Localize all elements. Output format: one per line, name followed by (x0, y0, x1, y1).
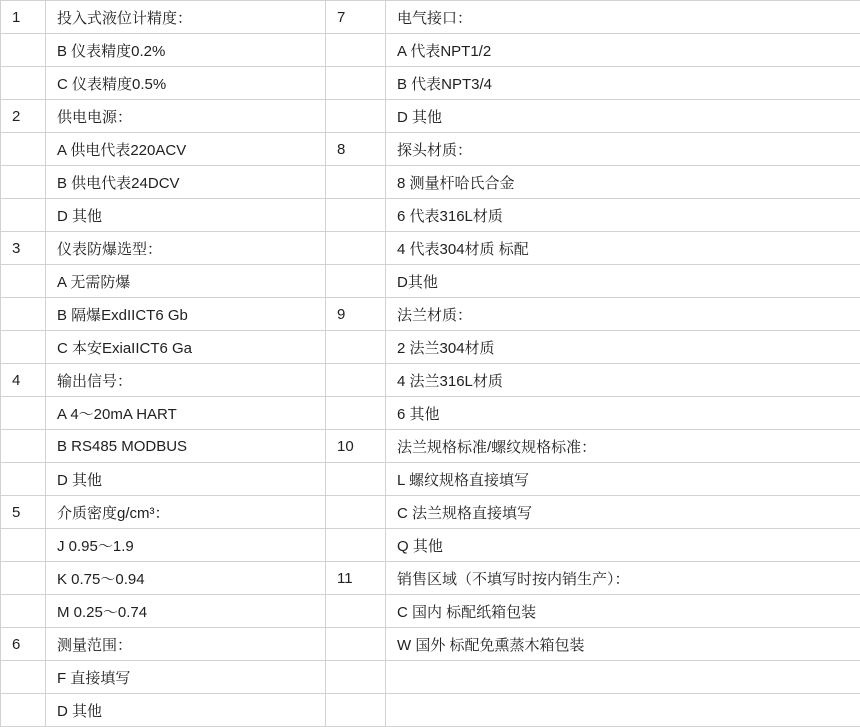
option-cell: 6 其他 (386, 397, 860, 430)
table-row (1, 331, 860, 364)
table-row (1, 199, 860, 232)
row-index-cell (1, 529, 46, 562)
option-cell: B 供电代表24DCV (46, 166, 326, 199)
row-index-cell (1, 34, 46, 67)
option-cell: Q 其他 (386, 529, 860, 562)
row-index-cell (1, 166, 46, 199)
table-row (1, 166, 860, 199)
row-index-cell (326, 100, 386, 133)
option-cell: F 直接填写 (46, 661, 326, 694)
row-index-cell (1, 67, 46, 100)
row-index-cell (326, 364, 386, 397)
row-index-cell (326, 265, 386, 298)
row-index-cell (1, 562, 46, 595)
option-cell: A 代表NPT1/2 (386, 34, 860, 67)
table-row (1, 67, 860, 100)
row-index-cell (1, 397, 46, 430)
row-index-cell: 3 (1, 232, 46, 265)
option-cell: D 其他 (386, 100, 860, 133)
option-cell: M 0.25～0.74 (46, 595, 326, 628)
table-row (1, 298, 860, 331)
option-cell (386, 694, 860, 727)
option-cell: B 代表NPT3/4 (386, 67, 860, 100)
option-cell: 电气接口： (386, 1, 860, 34)
row-index-cell: 7 (326, 1, 386, 34)
option-cell: B RS485 MODBUS (46, 430, 326, 463)
row-index-cell: 1 (1, 1, 46, 34)
row-index-cell: 8 (326, 133, 386, 166)
option-cell: D其他 (386, 265, 860, 298)
option-cell: A 4～20mA HART (46, 397, 326, 430)
option-cell: 测量范围： (46, 628, 326, 661)
row-index-cell (326, 529, 386, 562)
option-cell: 法兰规格标准/螺纹规格标准： (386, 430, 860, 463)
option-cell: 仪表防爆选型： (46, 232, 326, 265)
row-index-cell (326, 67, 386, 100)
option-cell: 8 测量杆哈氏合金 (386, 166, 860, 199)
table-row (1, 562, 860, 595)
option-cell: D 其他 (46, 463, 326, 496)
row-index-cell: 6 (1, 628, 46, 661)
option-cell (386, 661, 860, 694)
option-cell: B 仪表精度0.2% (46, 34, 326, 67)
table-body (1, 1, 860, 727)
option-cell: C 仪表精度0.5% (46, 67, 326, 100)
table-row (1, 364, 860, 397)
table-row (1, 1, 860, 34)
row-index-cell (326, 397, 386, 430)
option-cell: 4 代表304材质 标配 (386, 232, 860, 265)
option-cell: 介质密度g/cm³： (46, 496, 326, 529)
row-index-cell (326, 166, 386, 199)
option-cell: C 国内 标配纸箱包装 (386, 595, 860, 628)
option-cell: W 国外 标配免熏蒸木箱包装 (386, 628, 860, 661)
option-cell: D 其他 (46, 199, 326, 232)
row-index-cell (326, 463, 386, 496)
row-index-cell (326, 628, 386, 661)
option-cell: D 其他 (46, 694, 326, 727)
row-index-cell: 5 (1, 496, 46, 529)
table-row (1, 661, 860, 694)
row-index-cell (1, 694, 46, 727)
option-cell: 投入式液位计精度： (46, 1, 326, 34)
row-index-cell (1, 265, 46, 298)
option-cell: A 无需防爆 (46, 265, 326, 298)
option-cell: 销售区域（不填写时按内销生产）： (386, 562, 860, 595)
row-index-cell (326, 232, 386, 265)
table-row (1, 496, 860, 529)
row-index-cell (326, 331, 386, 364)
row-index-cell (326, 34, 386, 67)
row-index-cell: 2 (1, 100, 46, 133)
option-cell: 6 代表316L材质 (386, 199, 860, 232)
row-index-cell: 9 (326, 298, 386, 331)
option-cell: 供电电源： (46, 100, 326, 133)
row-index-cell: 4 (1, 364, 46, 397)
table-row (1, 34, 860, 67)
row-index-cell (1, 331, 46, 364)
row-index-cell: 11 (326, 562, 386, 595)
row-index-cell (1, 430, 46, 463)
row-index-cell (1, 133, 46, 166)
table-row (1, 628, 860, 661)
option-cell: J 0.95～1.9 (46, 529, 326, 562)
row-index-cell (326, 199, 386, 232)
table-row (1, 595, 860, 628)
row-index-cell (1, 199, 46, 232)
option-cell: 4 法兰316L材质 (386, 364, 860, 397)
row-index-cell (1, 298, 46, 331)
table-row (1, 133, 860, 166)
option-cell: B 隔爆ExdIICT6 Gb (46, 298, 326, 331)
row-index-cell (326, 661, 386, 694)
table-row (1, 529, 860, 562)
table-row (1, 694, 860, 727)
row-index-cell (326, 496, 386, 529)
table-row (1, 265, 860, 298)
option-cell: 2 法兰304材质 (386, 331, 860, 364)
row-index-cell (1, 661, 46, 694)
option-cell: 法兰材质： (386, 298, 860, 331)
table-row (1, 232, 860, 265)
row-index-cell (326, 595, 386, 628)
option-cell: 探头材质： (386, 133, 860, 166)
row-index-cell (1, 463, 46, 496)
row-index-cell (326, 694, 386, 727)
option-cell: L 螺纹规格直接填写 (386, 463, 860, 496)
table-row (1, 397, 860, 430)
option-cell: A 供电代表220ACV (46, 133, 326, 166)
table-row (1, 430, 860, 463)
option-cell: K 0.75～0.94 (46, 562, 326, 595)
option-cell: C 法兰规格直接填写 (386, 496, 860, 529)
option-cell: C 本安ExiaIICT6 Ga (46, 331, 326, 364)
table-row (1, 463, 860, 496)
row-index-cell: 10 (326, 430, 386, 463)
table-row (1, 100, 860, 133)
row-index-cell (1, 595, 46, 628)
option-cell: 输出信号： (46, 364, 326, 397)
